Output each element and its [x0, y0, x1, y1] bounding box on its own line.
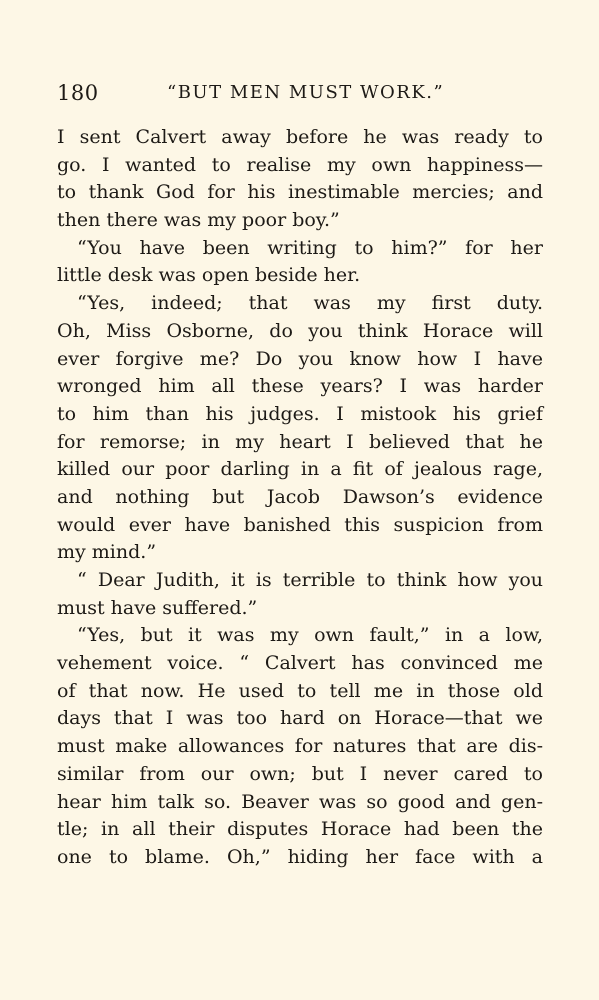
text-line: “You have been writing to him?” for her	[77, 236, 543, 259]
text-line: for remorse; in my heart I believed that he	[57, 430, 543, 453]
text-line: must make allowances for natures that are dis-	[57, 735, 543, 758]
text-line: hear him talk so. Beaver was so good and gen-	[57, 790, 543, 813]
text-line: “Yes, but it was my own fault,” in a low,	[77, 624, 543, 647]
text-line: ever forgive me? Do you know how I have	[57, 347, 543, 370]
body-text	[57, 124, 543, 872]
text-line: to him than his judges. I mistook his grief	[57, 402, 543, 425]
text-line: to thank God for his inestimable mercies; and	[57, 181, 543, 204]
text-line: one to blame. Oh,” hiding her face with a	[57, 845, 543, 868]
text-line: “Yes, indeed; that was my first duty.	[77, 292, 543, 315]
text-line: I sent Calvert away before he was ready to	[57, 126, 543, 148]
text-line: little desk was open beside her.	[57, 264, 361, 287]
running-head	[57, 78, 543, 108]
text-line: my mind.”	[57, 541, 157, 564]
text-line: go. I wanted to realise my own happiness—	[57, 153, 543, 176]
running-title: “BUT MEN MUST WORK.”	[167, 82, 445, 103]
text-line: vehement voice. “ Calvert has convinced me	[57, 652, 543, 675]
text-line: “ Dear Judith, it is terrible to think how you	[77, 569, 543, 591]
text-line: would ever have banished this suspicion from	[57, 513, 543, 536]
text-line: wronged him all these years? I was harder	[57, 375, 543, 398]
text-line: Oh, Miss Osborne, do you think Horace will	[57, 319, 543, 342]
text-line: tle; in all their disputes Horace had been the	[57, 818, 543, 841]
text-line: and nothing but Jacob Dawson’s evidence	[57, 485, 543, 508]
text-line: then there was my poor boy.”	[57, 209, 340, 232]
text-line: must have suffered.”	[57, 596, 258, 619]
text-line: killed our poor darling in a fit of jealous rage,	[57, 458, 543, 481]
text-line: of that now. He used to tell me in those old	[57, 679, 543, 702]
page-number: 180	[57, 81, 99, 105]
text-line: days that I was too hard on Horace—that we	[57, 707, 543, 730]
text-line: similar from our own; but I never cared to	[57, 762, 543, 785]
